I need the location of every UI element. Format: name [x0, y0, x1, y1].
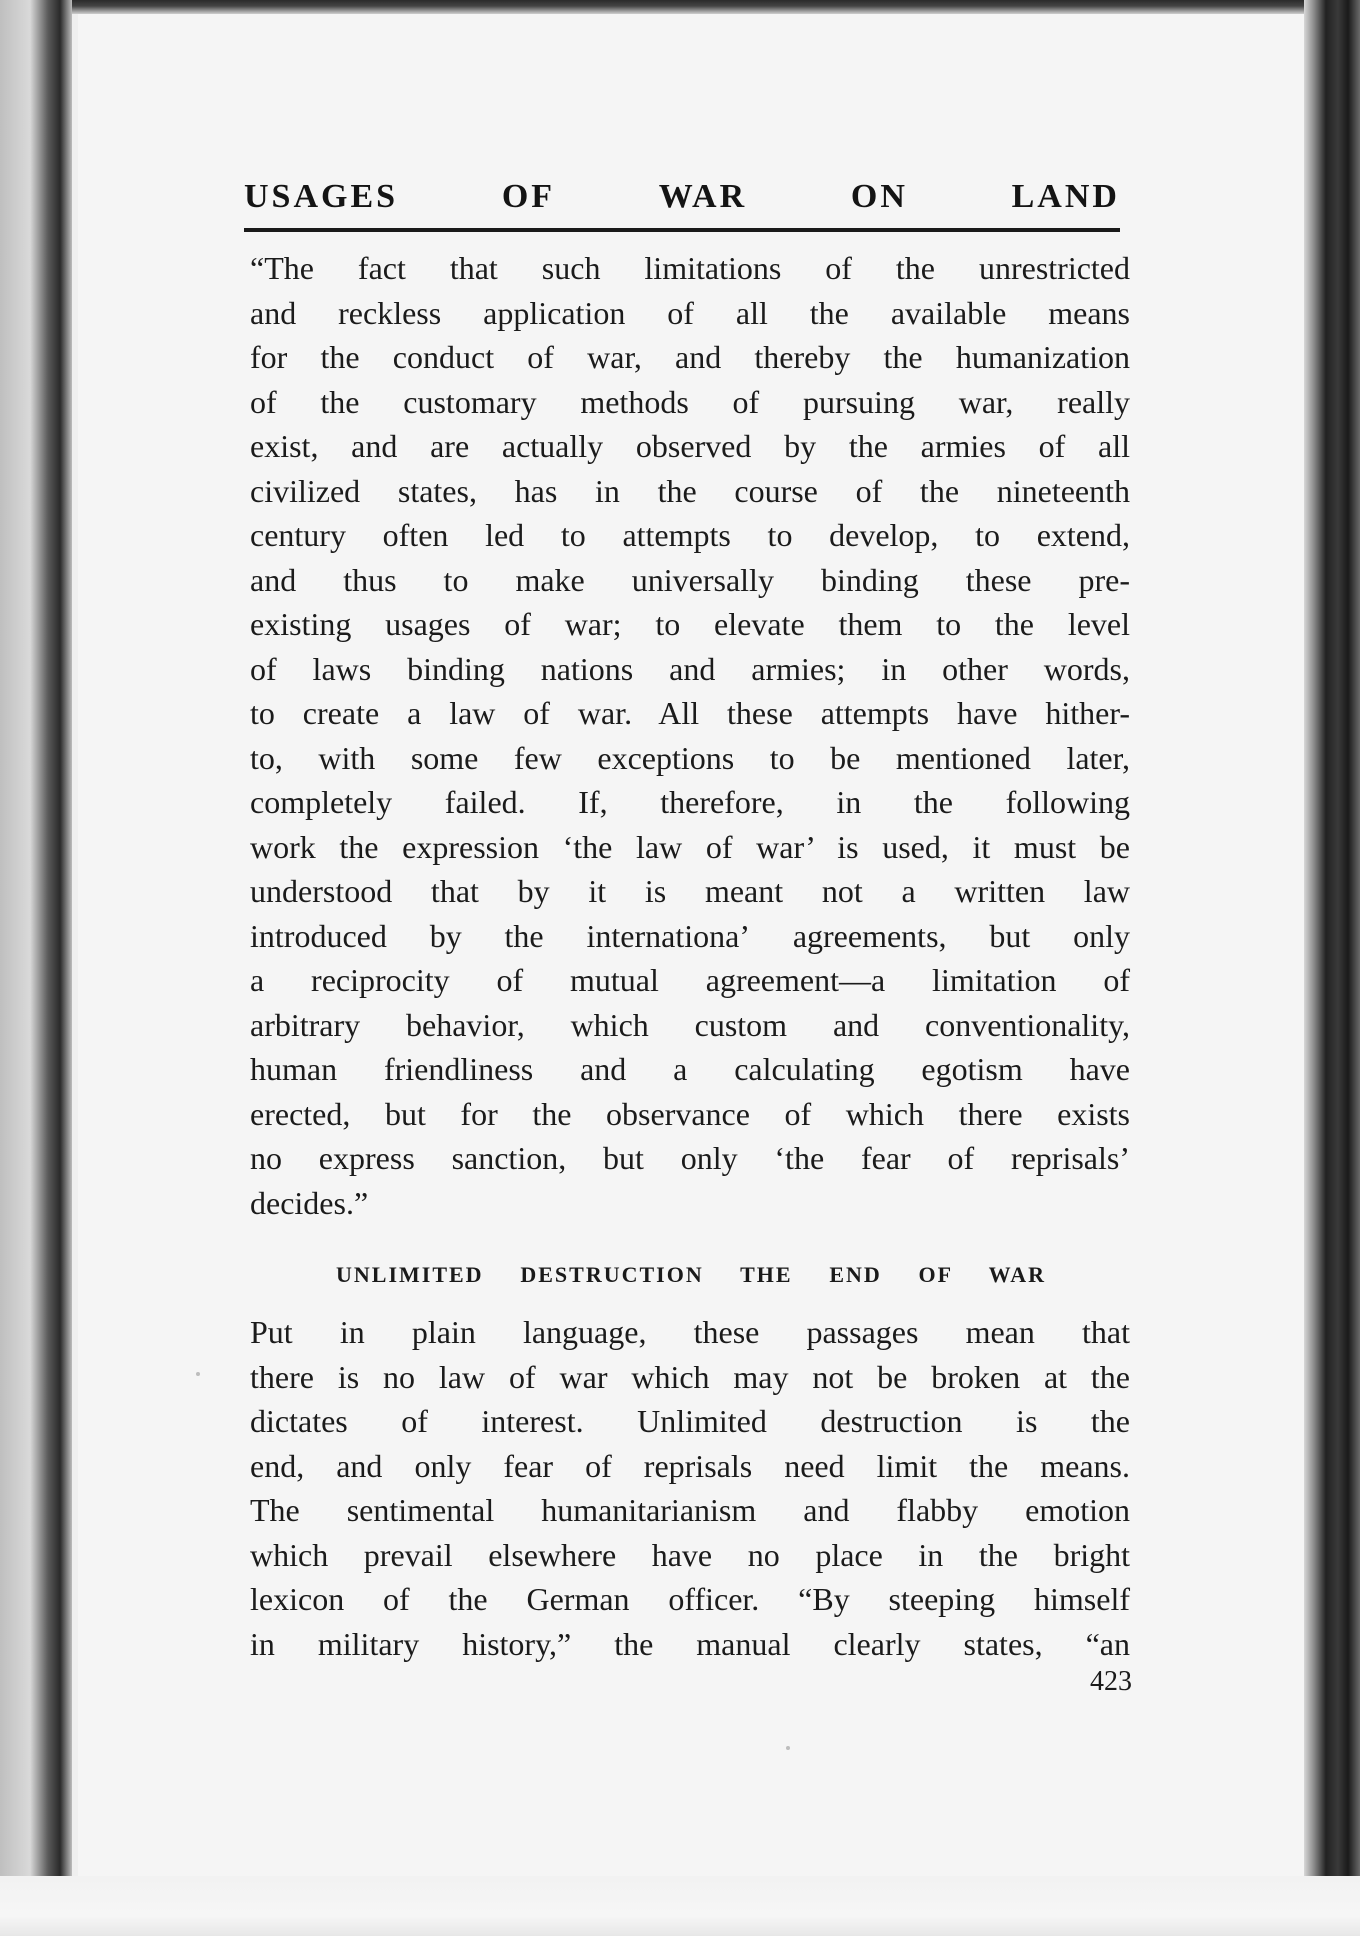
paragraph-line: Put in plain language, these passages mean that: [250, 1314, 1130, 1350]
header-rule: [244, 228, 1120, 232]
paragraph-line: in military history,” the manual clearly states, “an: [250, 1625, 1130, 1662]
page-number: 423: [1090, 1666, 1132, 1697]
quote-line: exist, and are actually observed by the armies of all: [250, 428, 1130, 464]
running-head: [244, 172, 1120, 222]
quote-line: of the customary methods of pursuing war, really: [250, 383, 1130, 420]
quote-line: for the conduct of war, and thereby the humanization: [250, 339, 1130, 375]
block-quote: [250, 246, 1130, 1225]
body-paragraph: [250, 1310, 1130, 1666]
quote-line: human friendliness and a calculating egotism have: [250, 1051, 1130, 1087]
quote-line: and reckless application of all the available means: [250, 294, 1130, 331]
quote-line: to, with some few exceptions to be mentioned later,: [250, 739, 1130, 776]
section-heading: UNLIMITED DESTRUCTION THE END OF WAR: [336, 1262, 1046, 1287]
running-head-word: OF: [501, 178, 556, 215]
bottom-page-edge: [0, 1876, 1360, 1936]
quote-line: existing usages of war; to elevate them to the level: [250, 606, 1130, 642]
scan-speck: [786, 1746, 790, 1750]
quote-line: of laws binding nations and armies; in other words,: [250, 650, 1130, 687]
paragraph-line: The sentimental humanitarianism and flabby emotion: [250, 1492, 1130, 1528]
paragraph-line: there is no law of war which may not be broken at the: [250, 1358, 1130, 1395]
running-head-word: WAR: [658, 178, 748, 215]
quote-line: introduced by the internationaʼ agreements, but only: [250, 917, 1130, 954]
top-binding-edge: [0, 0, 1360, 14]
right-binding-edge: [1304, 0, 1360, 1936]
paragraph-line: dictates of interest. Unlimited destruction is the: [250, 1403, 1130, 1439]
left-binding-edge: [0, 0, 72, 1936]
paragraph-line: which prevail elsewhere have no place in the bright: [250, 1536, 1130, 1573]
quote-line: to create a law of war. All these attempts have hither-: [250, 695, 1130, 731]
paragraph-line: lexicon of the German officer. “By steeping himself: [250, 1581, 1130, 1617]
scan-speck: [196, 1372, 200, 1376]
quote-line: work the expression ‘the law of war’ is used, it must be: [250, 828, 1130, 865]
running-head-word: LAND: [1011, 178, 1120, 215]
quote-line: erected, but for the observance of which there exists: [250, 1095, 1130, 1132]
running-head-word: USAGES: [244, 178, 399, 215]
quote-line: decides.”: [250, 1184, 369, 1221]
quote-line: century often led to attempts to develop, to extend,: [250, 517, 1130, 553]
quote-line: a reciprocity of mutual agreement—a limitation of: [250, 962, 1130, 998]
quote-line: no express sanction, but only ‘the fear of reprisals’: [250, 1140, 1130, 1176]
quote-line: “The fact that such limitations of the unrestricted: [250, 250, 1130, 286]
quote-line: civilized states, has in the course of the nineteenth: [250, 472, 1130, 509]
running-head-word: ON: [850, 178, 908, 215]
quote-line: arbitrary behavior, which custom and conventionality,: [250, 1006, 1130, 1043]
quote-line: completely failed. If, therefore, in the following: [250, 784, 1130, 820]
quote-line: understood that by it is meant not a written law: [250, 873, 1130, 909]
quote-line: and thus to make universally binding these pre-: [250, 561, 1130, 598]
paragraph-line: end, and only fear of reprisals need limit the means.: [250, 1447, 1130, 1484]
